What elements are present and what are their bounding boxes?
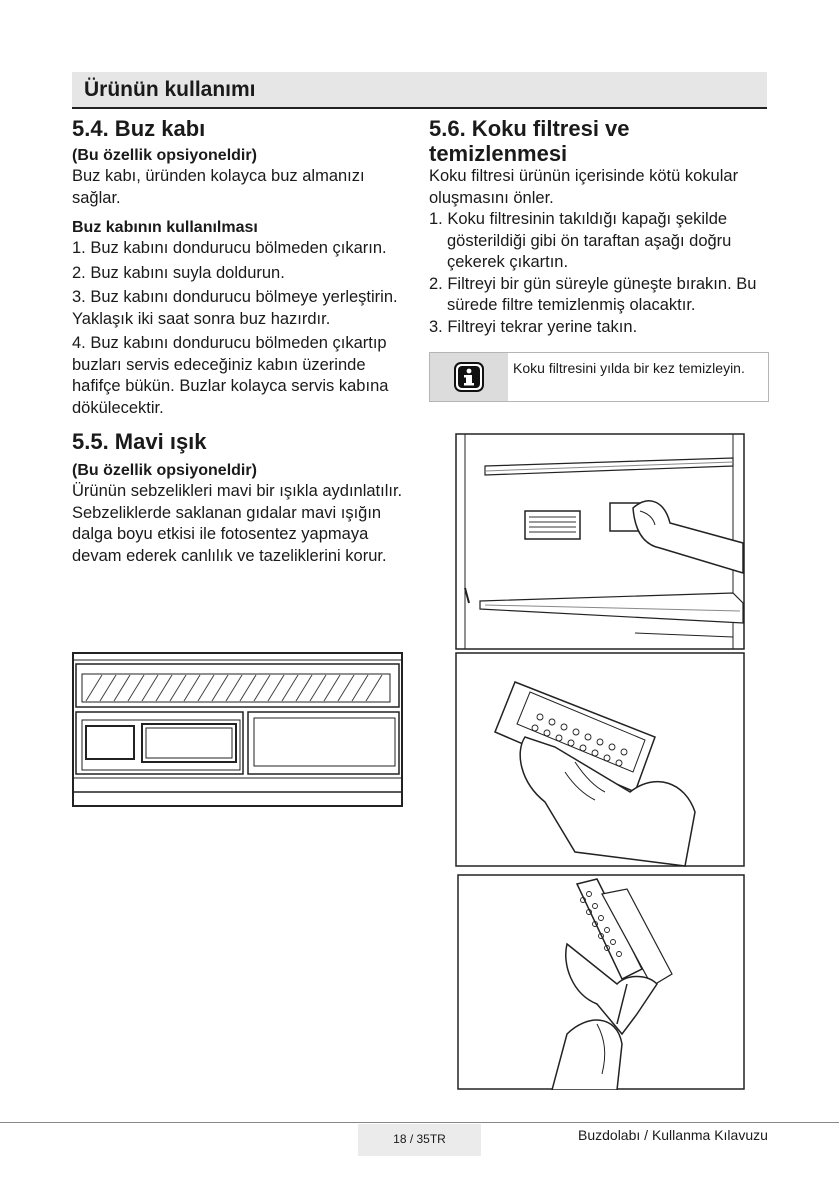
info-icon: [454, 362, 484, 392]
odor-step-3: 3. Filtreyi tekrar yerine takın.: [429, 317, 638, 336]
heading-blue-light: 5.5. Mavi ışık: [72, 429, 207, 454]
optional-note-ice: (Bu özellik opsiyoneldir): [72, 147, 257, 164]
info-note-text: Koku filtresini yılda bir kez temizleyin.: [513, 360, 745, 376]
page-number: 18 / 35TR: [358, 1124, 481, 1156]
blue-light-body: Ürünün sebzelikleri mavi bir ışıkla aydınlatılır. Sebzeliklerde saklanan gıdalar mavi ışığın dalga boyu etkisi ile fotosentez yapmaya devam ederek canlılık ve tazeliklerini korur.: [72, 482, 403, 565]
heading-odor-filter-cont: temizlenmesi: [429, 141, 568, 166]
ice-tray-intro: Buz kabı, üründen kolayca buz almanızı sağlar.: [72, 167, 365, 207]
footer-divider: [0, 1122, 839, 1123]
optional-note-blue: (Bu özellik opsiyoneldir): [72, 462, 257, 479]
filter-removal-illustration: [455, 433, 745, 650]
left-column: [72, 116, 412, 567]
heading-odor-filter: 5.6. Koku filtresi ve: [429, 116, 630, 141]
crisper-drawer-illustration: [72, 652, 403, 807]
subheading-ice-usage: Buz kabının kullanılması: [72, 219, 258, 236]
info-icon-box: [430, 353, 508, 401]
ice-step-1: 1. Buz kabını dondurucu bölmeden çıkarın.: [72, 239, 387, 257]
footer-manual-title: Buzdolabı / Kullanma Kılavuzu: [578, 1127, 768, 1143]
ice-step-4: 4. Buz kabını dondurucu bölmeden çıkartıp buzları servis edeceğiniz kabın üzerinde hafifçe bükün. Buzlar kolayca servis kabına dökülecektir.: [72, 334, 389, 417]
section-header: [72, 72, 767, 109]
info-note-box: [429, 352, 769, 402]
section-header-title: Ürünün kullanımı: [84, 78, 256, 101]
right-column: [429, 116, 774, 338]
ice-step-2: 2. Buz kabını suyla doldurun.: [72, 263, 285, 282]
heading-ice-tray: 5.4. Buz kabı: [72, 116, 206, 141]
odor-filter-intro: Koku filtresi ürünün içerisinde kötü kokular oluşmasını önler.: [429, 167, 739, 207]
odor-step-1: 1. Koku filtresinin takıldığı kapağı şekilde gösterildiği gibi ön taraftan aşağı doğru çekerek çıkartın.: [429, 210, 732, 271]
filter-in-hand-illustration: [455, 652, 745, 867]
filter-cleaning-illustration: [457, 874, 745, 1090]
ice-step-3: 3. Buz kabını dondurucu bölmeye yerleştirin. Yaklaşık iki saat sonra buz hazırdır.: [72, 288, 398, 328]
odor-step-2: 2. Filtreyi bir gün süreyle güneşte bırakın. Bu sürede filtre temizlenmiş olacaktır.: [429, 274, 757, 314]
odor-filter-steps: [429, 209, 774, 338]
